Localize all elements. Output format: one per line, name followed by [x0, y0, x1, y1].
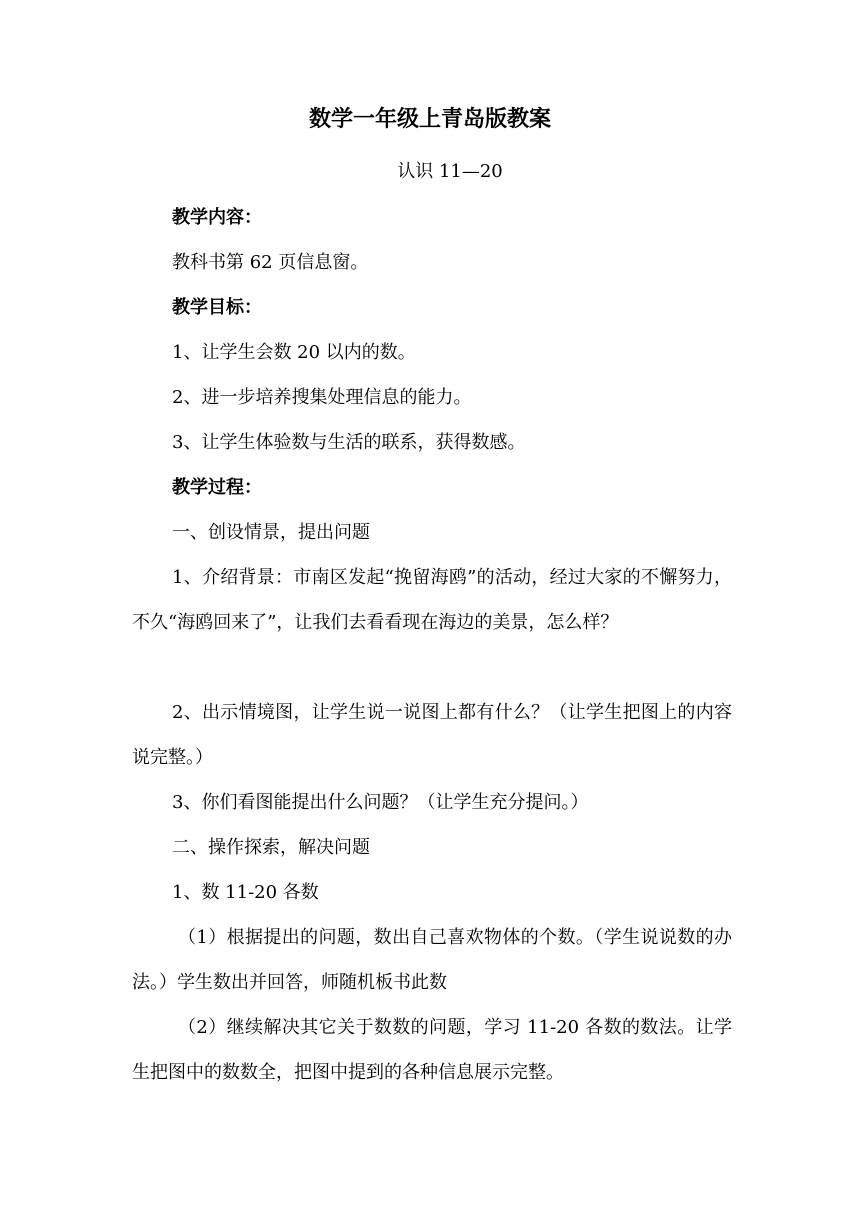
section1-title: 一、创设情景，提出问题	[172, 522, 370, 543]
section2-sub-item-1: （1）根据提出的问题，数出自己喜欢物体的个数。（学生说说数的办法。）学生数出并回答，师随机板书此数	[132, 927, 732, 993]
section1-item-3: 3、你们看图能提出什么问题？（让学生充分提问。）	[172, 792, 589, 813]
section1-item-1: 1、介绍背景：市南区发起“挽留海鸥”的活动，经过大家的不懈努力，不久“海鸥回来了”，让我们去看看现在海边的美景，怎么样？	[132, 567, 732, 633]
document-subtitle: 认识 11—20	[397, 161, 503, 182]
document-title: 数学一年级上青岛版教案	[308, 107, 551, 132]
goal-item-1: 1、让学生会数 20 以内的数。	[172, 342, 416, 363]
section1-item-2: 2、出示情境图，让学生说一说图上都有什么？（让学生把图上的内容说完整。）	[132, 702, 732, 768]
process-heading: 教学过程：	[172, 477, 262, 498]
goal-item-3: 3、让学生体验数与生活的联系，获得数感。	[172, 432, 526, 453]
section2-title: 二、操作探索，解决问题	[172, 837, 370, 858]
section2-sub-item-2: （2）继续解决其它关于数数的问题，学习 11-20 各数的数法。让学生把图中的数数全，把图中提到的各种信息展示完整。	[132, 1017, 732, 1083]
goal-item-2: 2、进一步培养搜集处理信息的能力。	[172, 387, 472, 408]
content-text: 教科书第 62 页信息窗。	[172, 252, 369, 273]
goals-heading: 教学目标：	[172, 297, 262, 318]
content-heading: 教学内容：	[172, 207, 262, 228]
section2-item-1: 1、数 11-20 各数	[172, 882, 319, 903]
